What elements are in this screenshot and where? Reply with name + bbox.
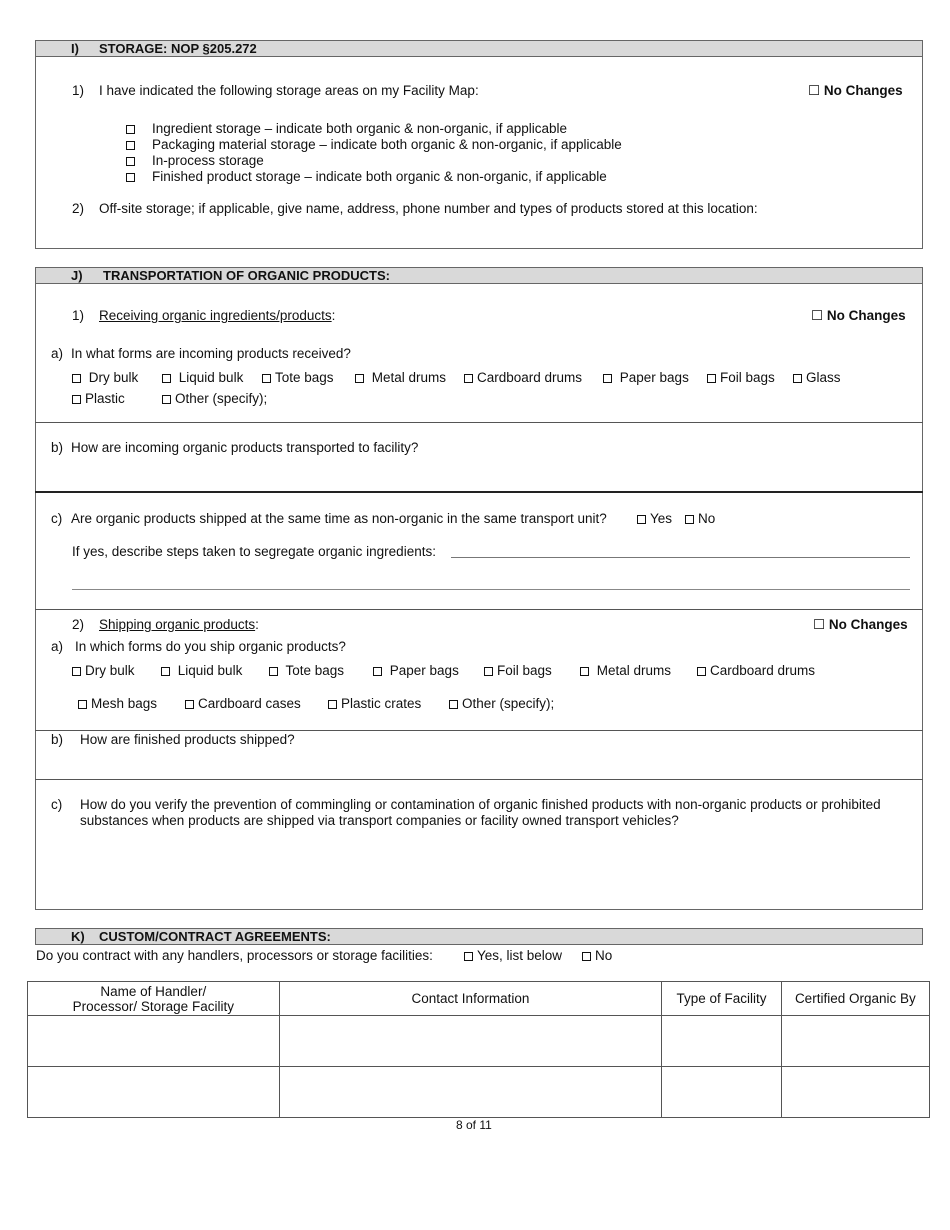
- table-cell[interactable]: [279, 1016, 662, 1067]
- qc-no-option[interactable]: No: [685, 511, 715, 526]
- transport-section-header: [35, 267, 923, 284]
- shipping-qa-label: a): [51, 639, 64, 654]
- custom-no-option[interactable]: No: [582, 948, 612, 963]
- incoming-form-option[interactable]: Foil bags: [707, 370, 775, 385]
- custom-yes-option[interactable]: Yes, list below: [464, 948, 562, 963]
- checkbox[interactable]: [373, 667, 382, 676]
- incoming-form-option[interactable]: Cardboard drums: [464, 370, 582, 385]
- table-cell[interactable]: [662, 1067, 781, 1118]
- shipping-qc-text: How do you verify the prevention of commingling or contamination of organic finished products with non-organic products or prohibited substances when products are shipped via transport companies or facility owned transport vehicles?: [80, 797, 881, 828]
- no-changes-label: No Changes: [828, 617, 908, 632]
- receiving-qb-text: How are incoming organic products transported to facility?: [71, 440, 419, 455]
- checkbox[interactable]: [185, 700, 194, 709]
- checkbox[interactable]: [126, 157, 135, 166]
- receiving-qa-label: a): [51, 346, 64, 361]
- checkbox[interactable]: [72, 395, 81, 404]
- table-cell[interactable]: [781, 1067, 929, 1118]
- checkbox[interactable]: [603, 374, 612, 383]
- column-header-contact: Contact Information: [279, 982, 662, 1016]
- ship-form-option[interactable]: Paper bags: [373, 663, 459, 678]
- incoming-form-option[interactable]: Tote bags: [262, 370, 334, 385]
- transport-header-title: TRANSPORTATION OF ORGANIC PRODUCTS:: [103, 268, 390, 283]
- storage-item[interactable]: Packaging material storage – indicate both organic & non-organic, if applicable: [126, 137, 622, 152]
- receiving-no-changes[interactable]: [811, 308, 906, 324]
- custom-section-header: [35, 928, 923, 945]
- shipping-no-changes[interactable]: [813, 617, 908, 633]
- contract-table: [27, 981, 930, 1118]
- ship-form-option[interactable]: Liquid bulk: [161, 663, 242, 678]
- custom-header-title: CUSTOM/CONTRACT AGREEMENTS:: [99, 929, 331, 944]
- checkbox[interactable]: [685, 515, 694, 524]
- checkbox[interactable]: [126, 173, 135, 182]
- divider: [35, 609, 923, 610]
- checkbox[interactable]: [72, 374, 81, 383]
- storage-item[interactable]: Finished product storage – indicate both organic & non-organic, if applicable: [126, 169, 607, 184]
- incoming-form-option[interactable]: Dry bulk: [72, 370, 138, 385]
- answer-line[interactable]: [451, 557, 910, 558]
- custom-header-letter: K): [71, 929, 85, 944]
- column-header-type: Type of Facility: [662, 982, 781, 1016]
- checkbox[interactable]: [793, 374, 802, 383]
- table-row: [28, 1016, 930, 1067]
- shipping-title: Shipping organic products:: [99, 617, 259, 632]
- shipping-qb-text: How are finished products shipped?: [80, 732, 295, 747]
- ship-form-option[interactable]: Dry bulk: [72, 663, 135, 678]
- if-yes-text: If yes, describe steps taken to segregate organic ingredients:: [72, 544, 436, 559]
- checkbox[interactable]: [707, 374, 716, 383]
- checkbox[interactable]: [162, 395, 171, 404]
- ship-form-option[interactable]: Tote bags: [269, 663, 344, 678]
- receiving-number: 1): [72, 308, 85, 323]
- checkbox[interactable]: [582, 952, 591, 961]
- receiving-qc-text: Are organic products shipped at the same time as non-organic in the same transport unit?: [71, 511, 607, 526]
- page-number: 8 of 11: [456, 1118, 492, 1132]
- incoming-form-option[interactable]: Plastic: [72, 391, 125, 406]
- ship-form-option[interactable]: Plastic crates: [328, 696, 421, 711]
- storage-q1-number: 1): [72, 83, 85, 98]
- incoming-form-option[interactable]: Glass: [793, 370, 841, 385]
- incoming-form-option[interactable]: Metal drums: [355, 370, 446, 385]
- table-header-row: [28, 982, 930, 1016]
- checkbox[interactable]: [126, 125, 135, 134]
- checkbox[interactable]: [162, 374, 171, 383]
- receiving-qb-label: b): [51, 440, 64, 455]
- checkbox[interactable]: [126, 141, 135, 150]
- table-cell[interactable]: [781, 1016, 929, 1067]
- table-cell[interactable]: [28, 1067, 280, 1118]
- checkbox[interactable]: [328, 700, 337, 709]
- divider: [35, 779, 923, 780]
- shipping-qc-label: c): [51, 797, 63, 812]
- storage-header-title: STORAGE: NOP §205.272: [99, 41, 257, 56]
- column-header-name: Name of Handler/ Processor/ Storage Facility: [28, 982, 280, 1016]
- incoming-form-option[interactable]: Other (specify);: [162, 391, 267, 406]
- checkbox[interactable]: [464, 952, 473, 961]
- storage-item[interactable]: In-process storage: [126, 153, 264, 168]
- storage-header-letter: I): [71, 41, 79, 56]
- receiving-qc-label: c): [51, 511, 63, 526]
- checkbox[interactable]: [269, 667, 278, 676]
- transport-header-letter: J): [71, 268, 83, 283]
- no-changes-label: No Changes: [823, 83, 903, 98]
- checkbox[interactable]: ☐: [808, 83, 821, 98]
- shipping-qa-text: In which forms do you ship organic products?: [75, 639, 346, 654]
- no-changes-label: No Changes: [826, 308, 906, 323]
- ship-form-option[interactable]: Mesh bags: [78, 696, 157, 711]
- storage-q2-text: Off-site storage; if applicable, give name, address, phone number and types of products stored at this location:: [99, 201, 758, 216]
- checkbox[interactable]: [484, 667, 493, 676]
- storage-q2-number: 2): [72, 201, 85, 216]
- ship-form-option[interactable]: Cardboard cases: [185, 696, 301, 711]
- checkbox[interactable]: [161, 667, 170, 676]
- storage-section-header: [35, 40, 923, 57]
- receiving-qa-text: In what forms are incoming products received?: [71, 346, 351, 361]
- storage-no-changes[interactable]: [808, 83, 903, 99]
- incoming-form-option[interactable]: Liquid bulk: [162, 370, 243, 385]
- ship-form-option[interactable]: Cardboard drums: [697, 663, 815, 678]
- checkbox[interactable]: [355, 374, 364, 383]
- table-row: [28, 1067, 930, 1118]
- custom-question: Do you contract with any handlers, processors or storage facilities:: [36, 948, 433, 963]
- qc-yes-option[interactable]: Yes: [637, 511, 672, 526]
- checkbox[interactable]: [78, 700, 87, 709]
- incoming-form-option[interactable]: Paper bags: [603, 370, 689, 385]
- answer-line[interactable]: [72, 589, 910, 590]
- divider: [35, 422, 923, 423]
- shipping-qb-label: b): [51, 732, 64, 747]
- checkbox[interactable]: [262, 374, 271, 383]
- divider: [35, 730, 923, 731]
- divider: [35, 491, 923, 493]
- shipping-number: 2): [72, 617, 85, 632]
- checkbox[interactable]: [72, 667, 81, 676]
- checkbox[interactable]: [580, 667, 589, 676]
- checkbox[interactable]: [449, 700, 458, 709]
- checkbox[interactable]: ☐: [813, 617, 826, 632]
- ship-form-option[interactable]: Other (specify);: [449, 696, 554, 711]
- table-cell[interactable]: [28, 1016, 280, 1067]
- checkbox[interactable]: ☐: [811, 308, 824, 323]
- ship-form-option[interactable]: Foil bags: [484, 663, 552, 678]
- storage-item[interactable]: Ingredient storage – indicate both organic & non-organic, if applicable: [126, 121, 567, 136]
- ship-form-option[interactable]: Metal drums: [580, 663, 671, 678]
- checkbox[interactable]: [637, 515, 646, 524]
- checkbox[interactable]: [697, 667, 706, 676]
- table-cell[interactable]: [279, 1067, 662, 1118]
- receiving-title: Receiving organic ingredients/products:: [99, 308, 336, 323]
- checkbox[interactable]: [464, 374, 473, 383]
- storage-q1-text: I have indicated the following storage areas on my Facility Map:: [99, 83, 479, 98]
- column-header-certified: Certified Organic By: [781, 982, 929, 1016]
- table-cell[interactable]: [662, 1016, 781, 1067]
